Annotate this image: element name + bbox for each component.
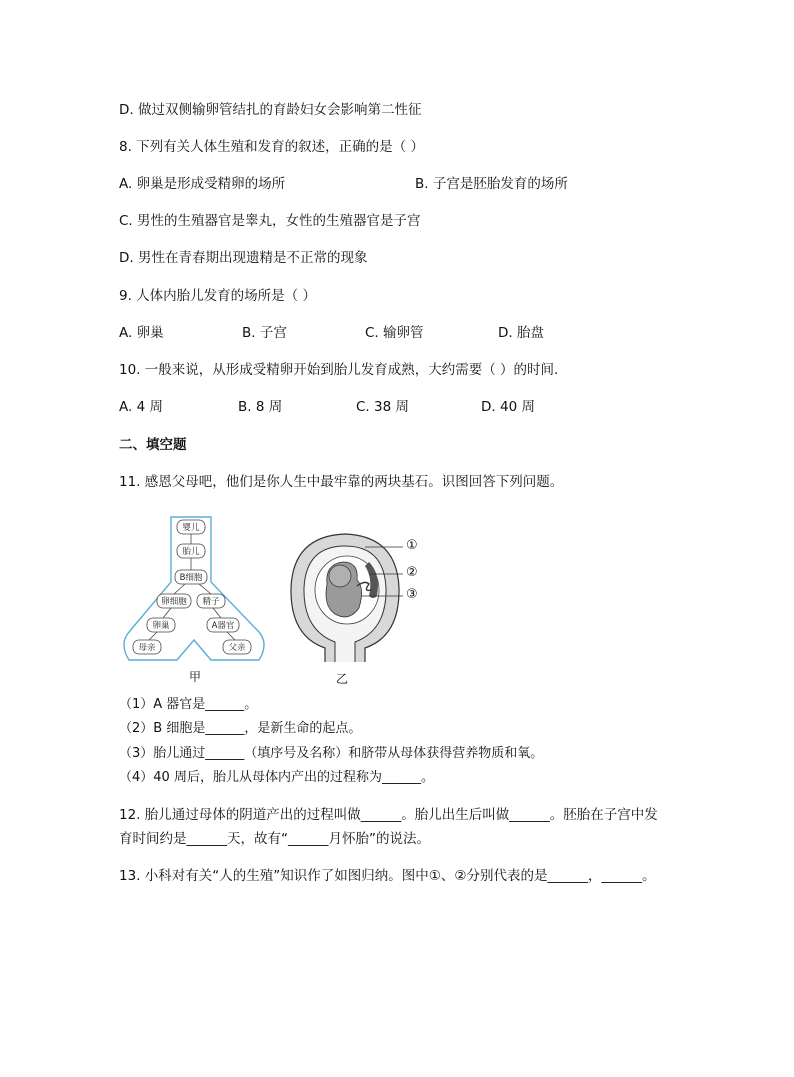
q11-stem: 11. 感恩父母吧，他们是你人生中最牢靠的两块基石。识图回答下列问题。: [119, 474, 564, 490]
label-baby: 婴儿: [182, 523, 200, 533]
figure-yi-leaders: [355, 538, 405, 604]
label-mother: 母亲: [138, 643, 156, 653]
q10-option-b: B. 8 周: [238, 399, 283, 415]
q12-line1: 12. 胎儿通过母体的阴道产出的过程叫做______。胎儿出生后叫做______。胚胎在子宫中发: [119, 807, 658, 823]
q12-line2: 育时间约是______天，故有“______月怀胎”的说法。: [119, 831, 430, 847]
q8-stem: 8. 下列有关人体生殖和发育的叙述，正确的是（ ）: [119, 139, 424, 155]
figure-jia-caption: 甲: [189, 670, 202, 684]
label-b-cell: B细胞: [179, 573, 203, 583]
q10-option-d: D. 40 周: [481, 399, 535, 415]
q9-option-b: B. 子宫: [242, 325, 287, 341]
q11-sub3: （3）胎儿通过______（填序号及名称）和脐带从母体获得营养物质和氧。: [119, 746, 544, 761]
q11-sub2: （2）B 细胞是______，是新生命的起点。: [119, 721, 362, 736]
q9-stem: 9. 人体内胎儿发育的场所是（ ）: [119, 288, 316, 304]
figure-jia-outline: [124, 517, 264, 660]
figure-yi-caption: 乙: [336, 672, 349, 686]
figure-jia: [119, 512, 269, 667]
q8-option-a: A. 卵巢是形成受精卵的场所: [119, 176, 286, 192]
label-a-organ: A器官: [211, 621, 235, 631]
label-fetus: 胎儿: [182, 547, 200, 557]
q10-option-c: C. 38 周: [356, 399, 409, 415]
fetus-head: [329, 565, 351, 587]
section-title: 二、填空题: [119, 437, 187, 453]
label-egg: 卵细胞: [161, 597, 187, 607]
marker-2: ②: [406, 565, 418, 580]
q13-stem: 13. 小科对有关“人的生殖”知识作了如图归纳。图中①、②分别代表的是______，______。: [119, 868, 656, 884]
q7-option-d: D. 做过双侧输卵管结扎的育龄妇女会影响第二性征: [119, 102, 422, 118]
marker-3: ③: [406, 587, 418, 602]
marker-1: ①: [406, 538, 418, 553]
q8-option-b: B. 子宫是胚胎发育的场所: [415, 176, 568, 192]
q10-option-a: A. 4 周: [119, 399, 163, 415]
label-father: 父亲: [228, 643, 246, 653]
q9-option-a: A. 卵巢: [119, 325, 164, 341]
q11-sub4: （4）40 周后，胎儿从母体内产出的过程称为______。: [119, 770, 434, 785]
q11-sub1: （1）A 器官是______。: [119, 697, 258, 712]
q10-stem: 10. 一般来说，从形成受精卵开始到胎儿发育成熟，大约需要（ ）的时间.: [119, 362, 559, 378]
label-sperm: 精子: [202, 597, 220, 607]
q9-option-c: C. 输卵管: [365, 325, 424, 341]
q8-option-d: D. 男性在青春期出现遗精是不正常的现象: [119, 250, 368, 266]
q9-option-d: D. 胎盘: [498, 325, 544, 341]
q8-option-c: C. 男性的生殖器官是睾丸，女性的生殖器官是子宫: [119, 213, 421, 229]
label-ovary: 卵巢: [152, 621, 170, 631]
